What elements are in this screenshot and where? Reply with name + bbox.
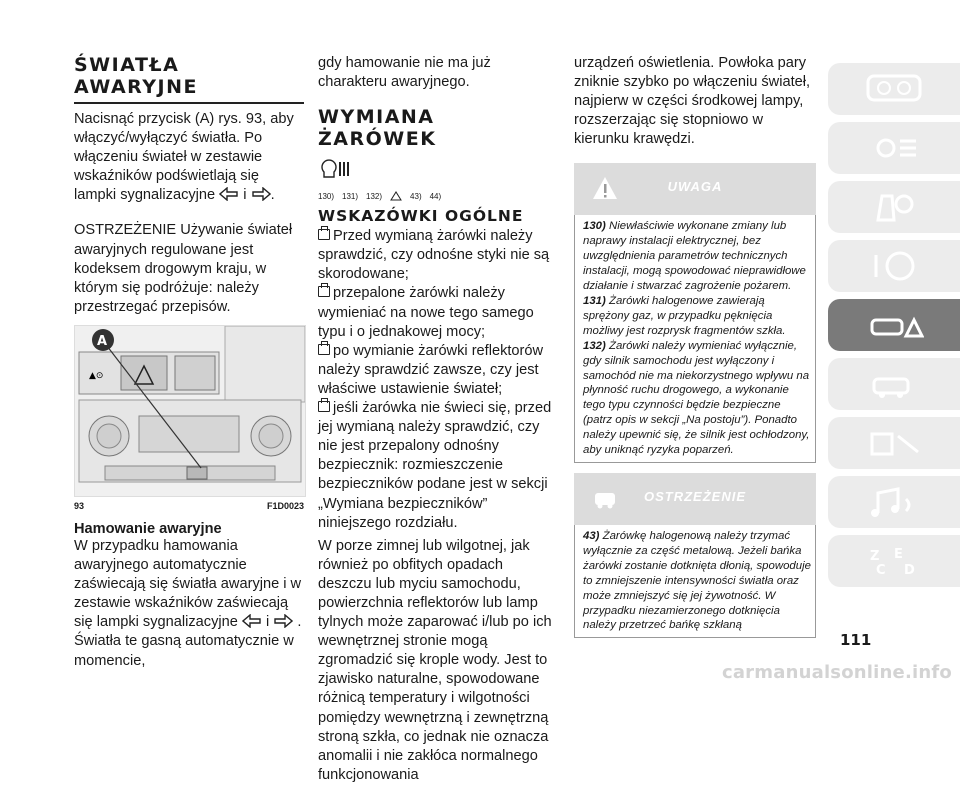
svg-text:C: C [876,563,886,578]
tab-safety[interactable] [828,181,960,233]
hazard-text-1: Nacisnąć przycisk (A) rys. 93, aby włączyć/wyłączyć światła. Po włączeniu świateł w zestawie wskaźników podświetlają się lampki sygnalizacyjne [74,111,294,204]
warning-130-num: 130) [583,220,606,233]
braking-text-and: i [265,614,270,631]
emergency-braking-paragraph [74,537,304,671]
tab-lights[interactable] [828,122,960,174]
svg-text:Z: Z [870,549,880,564]
book-bullet-icon [318,286,330,297]
ref-130: 130) [318,191,335,201]
ref-43: 43) [410,191,422,201]
airbag-seat-icon [864,190,924,224]
caution-box-body [574,525,816,638]
hazard-text-and: i [243,187,247,204]
warning-130 [583,219,811,294]
hazard-paragraph-1 [74,110,304,205]
section-title-bulb-replacement: WYMIANA ŻARÓWEK [318,106,437,151]
tab-multimedia[interactable] [828,476,960,528]
emergency-car-icon [864,308,924,342]
column-1 [74,54,304,671]
index-letters-icon [864,544,924,578]
caution-box-title: OSTRZEŻENIE [643,488,746,504]
tip-2 [318,284,560,341]
turn-left-icon [242,614,262,628]
book-bullet-icon [318,229,330,240]
warning-130-text: Niewłaściwie wykonane zmiany lub naprawy instalacji elektrycznej, bez uwzględnienia parametrów technicznych instalacji, mogą spowodować nieprawidłowe działanie i stwarzać zagrożenie pożarem. [583,220,806,293]
figure-code: F1D0023 [266,500,304,511]
condensation-continuation: urządzeń oświetlenia. Powłoka pary zniknie szybko po włączeniu świateł, najpierw w części środkowej lampy, rozszerzając się stopniowo w kierunku krawędzi. [574,55,811,148]
turn-right-icon [251,187,271,201]
reference-list [318,191,560,201]
maintenance-car-icon [864,367,924,401]
tip-4 [318,399,560,533]
sun-lights-icon [864,131,924,165]
dashboard-figure [74,325,306,497]
ref-132: 132) [366,191,383,201]
steering-wheel-icon [864,249,924,283]
hazard-warning-paragraph: OSTRZEŻENIE Używanie świateł awaryjnych regulowane jest kodeksem drogowym kraju, w którym się podróżuje: należy przestrzegać przepisów. [74,222,293,315]
tip-4-text: jeśli żarówka nie świeci się, przed jej wymianą należy sprawdzić, czy nie jest przepalony odnośny bezpiecznik: rozmieszczenie bezpieczników podane jest w sekcji „Wymiana bezpieczników” niniejszego rozdziału. [318,400,552,531]
braking-text-end: . Światła te gasną automatycznie w momencie, [74,614,302,669]
warning-132 [583,339,811,458]
chapter-tabs [828,63,960,594]
technical-data-icon [864,426,924,460]
warning-131-text: Żarówki halogenowe zawierają sprężony gaz, w przypadku pęknięcia możliwy jest rozprysk fragmentów szkła. [583,295,786,337]
tip-1 [318,227,560,284]
multimedia-icon [864,485,924,519]
warning-box-header [574,163,816,215]
ref-44: 44) [429,191,442,201]
svg-text:D: D [904,563,915,578]
tip-1-text: Przed wymianą żarówki należy sprawdzić, czy odnośne styki nie są skorodowane; [318,228,550,283]
tab-technical[interactable] [828,417,960,469]
tip-3 [318,342,560,399]
svg-text:▲⊙: ▲⊙ [89,370,104,381]
warning-131-num: 131) [583,295,606,307]
warning-box-body [574,215,816,463]
book-bullet-icon [318,344,330,355]
turn-right-icon [273,614,293,628]
braking-text: W przypadku hamowania awaryjnego automatycznie zaświecają się światła awaryjne i w zestawie wskaźników zaświecają się lampki sygnalizacyjne [74,537,302,631]
dashboard-icon [864,72,924,106]
tip-2-text: przepalone żarówki należy wymieniać na nowe tego samego typu i o jednakowej mocy; [318,285,534,340]
tab-index[interactable] [828,535,960,587]
hazard-text-end: . [270,187,275,204]
dashboard-illustration [75,326,305,496]
emergency-braking-title: Hamowanie awaryjne [74,520,222,537]
page-number: 111 [840,631,872,649]
svg-text:E: E [894,547,903,562]
braking-continuation: gdy hamowanie nie ma już charakteru awaryjnego. [318,55,491,91]
general-tips-title: WSKAZÓWKI OGÓLNE [318,207,524,226]
condensation-paragraph: W porze zimnej lub wilgotnej, jak również po obfitych opadach deszczu lub myciu samochodu, powierzchnia reflektorów lub lamp tylnych może zaparować i/lub po ich wewnętrznej stronie mogą zgromadzić się krople wody. Jest to zjawisko naturalne, spowodowane różnicą temperatury i wilgotności pomiędzy wewnętrzną i zewnętrzną stroną szkła, co jednak nie oznacza anomalii i nie zakłóca normalnego funkcjonowania [318,537,552,783]
figure-callout-a: A [97,333,108,349]
tab-emergency[interactable] [828,299,960,351]
bulb-warning-icon [318,156,358,182]
warning-box-title: UWAGA [667,179,723,195]
warning-131 [583,294,811,339]
column-3 [574,54,816,638]
caution-box-header [574,473,816,525]
figure-number: 93 [74,500,85,511]
section-title-hazard-lights: ŚWIATŁA AWARYJNE [74,54,304,104]
tab-driving[interactable] [828,240,960,292]
book-bullet-icon [318,401,330,412]
turn-left-icon [219,187,239,201]
tab-dashboard[interactable] [828,63,960,115]
caution-43 [583,529,811,633]
caution-icon [390,191,402,201]
caution-43-num: 43) [583,529,600,542]
ref-131: 131) [342,191,359,201]
figure-caption [74,501,304,511]
watermark: carmanualsonline.info [721,662,952,683]
warning-132-num: 132) [583,339,606,352]
tip-3-text: po wymianie żarówki reflektorów należy sprawdzić zawsze, czy jest właściwe ustawienie świateł; [318,342,544,397]
caution-43-text: Żarówkę halogenową należy trzymać wyłącznie za część metalową. Jeżeli bańka żarówki zostanie dotknięta dłonią, spowoduje to zmniejszenie intensywności światła oraz może zmniejszyć się jej żywotność. W przypadku niezamierzonego dotknięcia należy przetrzeć bańkę szkłaną [583,529,811,632]
warning-132-text: Żarówki należy wymieniać wyłącznie, gdy silnik samochodu jest wyłączony i samochód nie ma niekorzystnego wpływu na płynność ruchu drogowego, a wykonanie tego typu czynności będzie bezpieczne (patrz opis w sekcji „Na postoju”). Ponadto należy upewnić się, że silnik jest ochłodzony, aby uniknąć ryzyka poparzeń. [583,339,810,457]
tab-maintenance[interactable] [828,358,960,410]
